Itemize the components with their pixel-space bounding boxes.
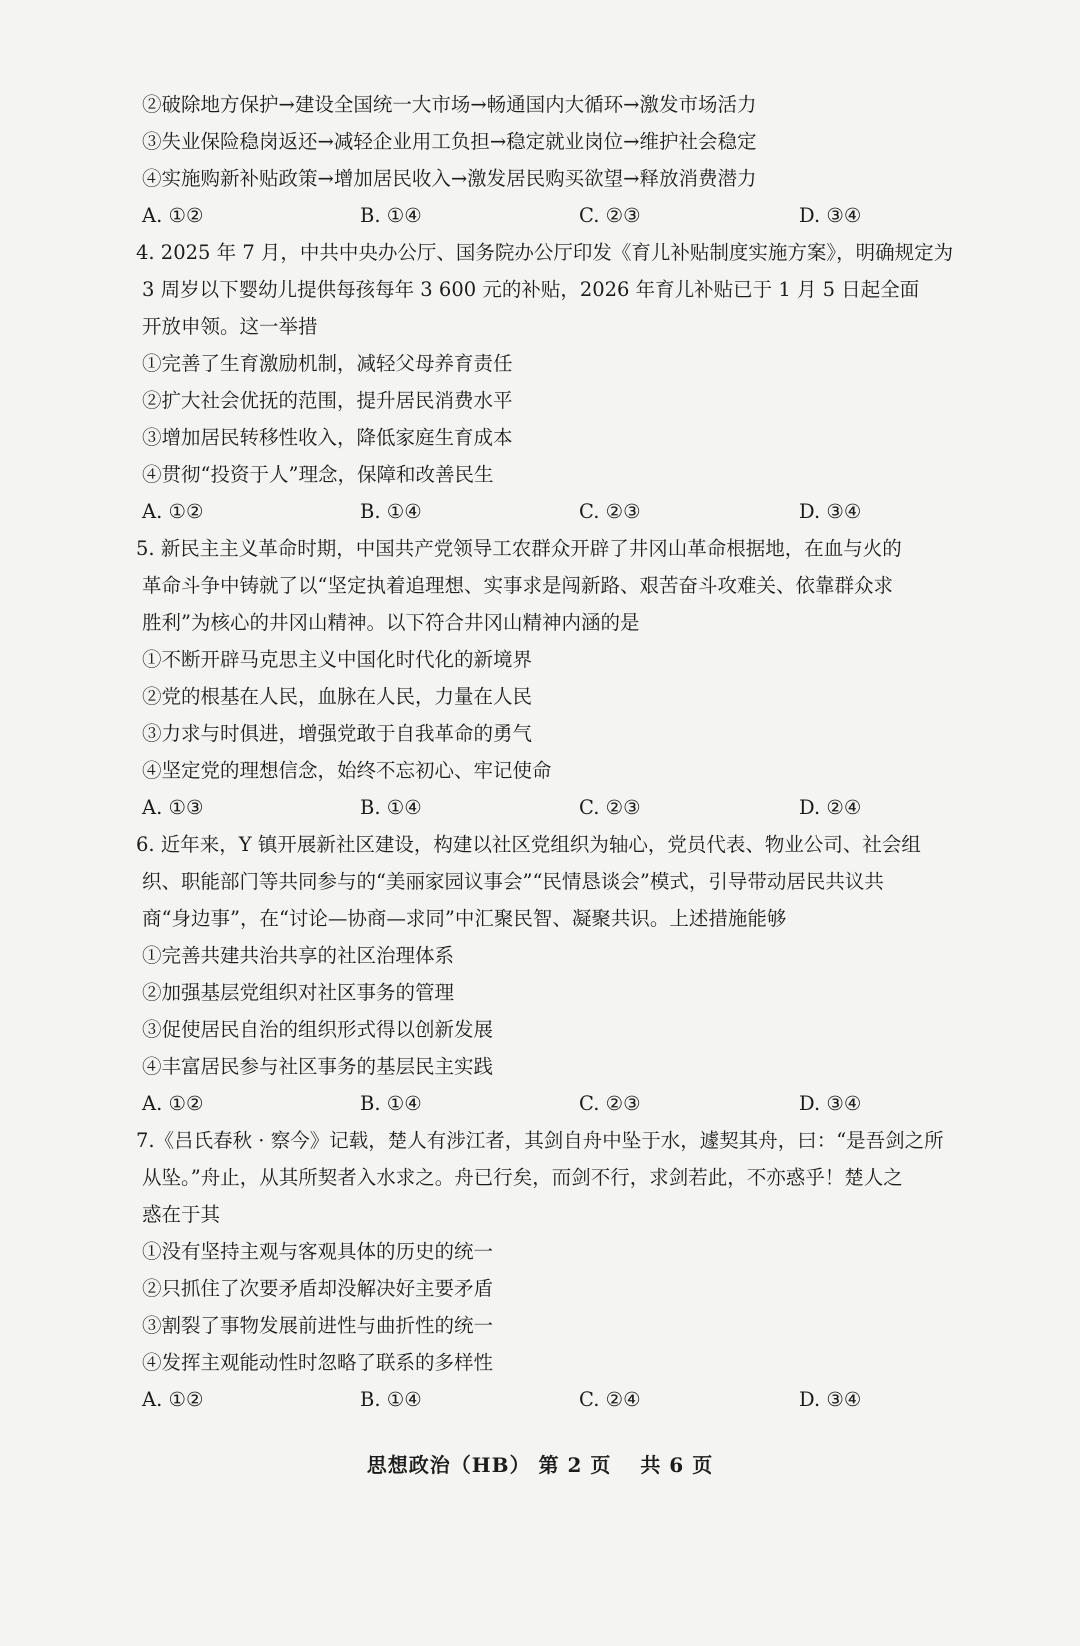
answer-choices (142, 1381, 978, 1418)
question-stem-line: 革命斗争中铸就了以“坚定执着追理想、实事求是闯新路、艰苦奋斗攻难关、依靠群众求 (142, 574, 893, 597)
option-line: ②扩大社会优抚的范围，提升居民消费水平 (142, 389, 513, 412)
answer-choices (142, 789, 978, 826)
question-5 (136, 530, 978, 826)
page-footer: 思想政治（HB） 第 2 页 共 6 页 (366, 1453, 714, 1477)
answer-d[interactable]: D. ②④ (799, 796, 862, 819)
answer-d[interactable]: D. ③④ (799, 500, 862, 523)
answer-d[interactable]: D. ③④ (799, 204, 862, 227)
answer-c[interactable]: C. ②③ (579, 204, 641, 227)
answer-choices (142, 197, 978, 234)
option-line: ③割裂了事物发展前进性与曲折性的统一 (142, 1314, 494, 1337)
answer-a[interactable]: A. ①② (142, 1388, 204, 1411)
option-line: ④贯彻“投资于人”理念，保障和改善民生 (142, 463, 494, 486)
option-line: ④实施购新补贴政策→增加居民收入→激发居民购买欲望→释放消费潜力 (142, 167, 757, 190)
answer-d[interactable]: D. ③④ (799, 1092, 862, 1115)
answer-c[interactable]: C. ②③ (579, 1092, 641, 1115)
answer-choices (142, 1085, 978, 1122)
question-stem-line: 从坠。”舟止，从其所契者入水求之。舟已行矣，而剑不行，求剑若此，不亦惑乎！楚人之 (142, 1166, 903, 1189)
questions-column (136, 86, 978, 1418)
question-stem-line: 3 周岁以下婴幼儿提供每孩每年 3 600 元的补贴，2026 年育儿补贴已于 1 月 5 日起全面 (142, 278, 920, 301)
answer-b[interactable]: B. ①④ (360, 204, 422, 227)
option-line: ④发挥主观能动性时忽略了联系的多样性 (142, 1351, 494, 1374)
option-line: ③促使居民自治的组织形式得以创新发展 (142, 1018, 494, 1041)
answer-a[interactable]: A. ①② (142, 500, 204, 523)
answer-c[interactable]: C. ②④ (579, 1388, 641, 1411)
answer-b[interactable]: B. ①④ (360, 796, 422, 819)
question-stem-line: 织、职能部门等共同参与的“美丽家园议事会”“民情恳谈会”模式，引导带动居民共议共 (142, 870, 884, 893)
question-stem-line: 胜利”为核心的井冈山精神。以下符合井冈山精神内涵的是 (142, 611, 640, 634)
answer-d[interactable]: D. ③④ (799, 1388, 862, 1411)
option-line: ②只抓住了次要矛盾却没解决好主要矛盾 (142, 1277, 494, 1300)
option-line: ②党的根基在人民，血脉在人民，力量在人民 (142, 685, 533, 708)
question-stem-line: 6. 近年来，Y 镇开展新社区建设，构建以社区党组织为轴心，党员代表、物业公司、社会组 (136, 833, 921, 856)
option-line: ②加强基层党组织对社区事务的管理 (142, 981, 455, 1004)
option-line: ②破除地方保护→建设全国统一大市场→畅通国内大循环→激发市场活力 (142, 93, 757, 116)
question-stem-line: 4. 2025 年 7 月，中共中央办公厅、国务院办公厅印发《育儿补贴制度实施方案》，明确规定为 (136, 241, 954, 264)
question-6 (136, 826, 978, 1122)
answer-a[interactable]: A. ①③ (142, 796, 204, 819)
option-line: ①没有坚持主观与客观具体的历史的统一 (142, 1240, 494, 1263)
option-line: ③增加居民转移性收入，降低家庭生育成本 (142, 426, 513, 449)
option-line: ④丰富居民参与社区事务的基层民主实践 (142, 1055, 494, 1078)
question-7 (136, 1122, 978, 1418)
question-stem-line: 开放申领。这一举措 (142, 315, 318, 338)
answer-b[interactable]: B. ①④ (360, 1092, 422, 1115)
option-line: ③失业保险稳岗返还→减轻企业用工负担→稳定就业岗位→维护社会稳定 (142, 130, 757, 153)
question-3-tail (142, 86, 978, 234)
option-line: ①完善了生育激励机制，减轻父母养育责任 (142, 352, 513, 375)
answer-c[interactable]: C. ②③ (579, 500, 641, 523)
question-stem-line: 惑在于其 (142, 1203, 221, 1226)
answer-b[interactable]: B. ①④ (360, 1388, 422, 1411)
question-stem-line: 5. 新民主主义革命时期，中国共产党领导工农群众开辟了井冈山革命根据地，在血与火的 (136, 537, 902, 560)
answer-b[interactable]: B. ①④ (360, 500, 422, 523)
answer-c[interactable]: C. ②③ (579, 796, 641, 819)
option-line: ①不断开辟马克思主义中国化时代化的新境界 (142, 648, 533, 671)
question-stem-line: 商“身边事”，在“讨论—协商—求同”中汇聚民智、凝聚共识。上述措施能够 (142, 907, 787, 930)
question-stem-line: 7.《吕氏春秋 · 察今》记载，楚人有涉江者，其剑自舟中坠于水，遽契其舟，曰：“是吾剑之所 (136, 1129, 944, 1152)
option-line: ①完善共建共治共享的社区治理体系 (142, 944, 455, 967)
option-line: ④坚定党的理想信念，始终不忘初心、牢记使命 (142, 759, 552, 782)
question-4 (136, 234, 978, 530)
answer-a[interactable]: A. ①② (142, 1092, 204, 1115)
option-line: ③力求与时俱进，增强党敢于自我革命的勇气 (142, 722, 533, 745)
answer-a[interactable]: A. ①② (142, 204, 204, 227)
answer-choices (142, 493, 978, 530)
